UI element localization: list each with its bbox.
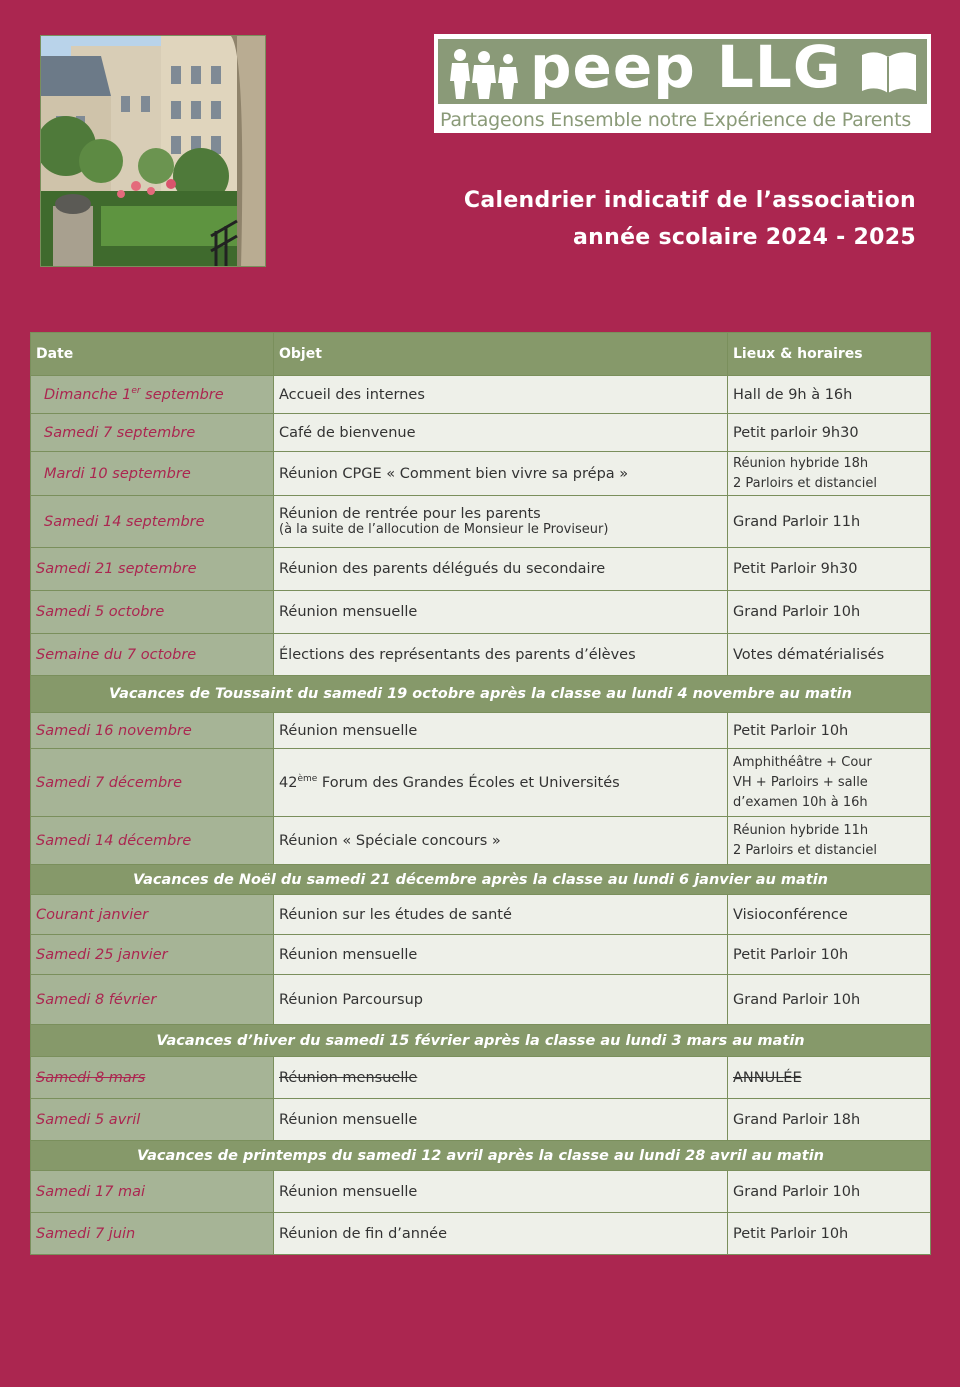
row-objet: Réunion de rentrée pour les parents (à la suite de l’allocution de Monsieur le Proviseur)	[274, 496, 728, 548]
row-date: Samedi 25 janvier	[31, 935, 274, 975]
row-lieux: Amphithéâtre + Cour VH + Parloirs + salle d’examen 10h à 16h	[728, 749, 931, 817]
row-date: Samedi 8 mars	[31, 1057, 274, 1099]
row-lieux: Hall de 9h à 16h	[728, 376, 931, 414]
holiday-band-text: Vacances de Toussaint du samedi 19 octobre après la classe au lundi 4 novembre au matin	[31, 676, 931, 713]
page-title	[464, 182, 916, 256]
row-lieux: Petit Parloir 10h	[728, 935, 931, 975]
row-lieux: Réunion hybride 18h 2 Parloirs et distanciel	[728, 452, 931, 496]
row-date: Samedi 8 février	[31, 975, 274, 1025]
row-objet: Accueil des internes	[274, 376, 728, 414]
row-objet: Café de bienvenue	[274, 414, 728, 452]
row-lieux: Grand Parloir 10h	[728, 591, 931, 634]
row-date: Samedi 7 juin	[31, 1213, 274, 1255]
table-row	[31, 1213, 931, 1255]
table-row	[31, 634, 931, 676]
row-objet: Réunion mensuelle	[274, 713, 728, 749]
row-date: Dimanche 1er septembre	[31, 376, 274, 414]
table-header-row	[31, 333, 931, 376]
table-row	[31, 452, 931, 496]
row-lieux: Grand Parloir 10h	[728, 975, 931, 1025]
row-objet: Réunion de fin d’année	[274, 1213, 728, 1255]
holiday-band-text: Vacances de printemps du samedi 12 avril après la classe au lundi 28 avril au matin	[31, 1141, 931, 1171]
holiday-band	[31, 865, 931, 895]
table-row	[31, 591, 931, 634]
row-objet: Réunion mensuelle	[274, 591, 728, 634]
table-row	[31, 1057, 931, 1099]
holiday-band-text: Vacances d’hiver du samedi 15 février après la classe au lundi 3 mars au matin	[31, 1025, 931, 1057]
row-lieux: Grand Parloir 10h	[728, 1171, 931, 1213]
calendar-table	[30, 332, 931, 1255]
table-row	[31, 975, 931, 1025]
row-lieux: Visioconférence	[728, 895, 931, 935]
table-row	[31, 1099, 931, 1141]
row-lieux: Votes dématérialisés	[728, 634, 931, 676]
table-row	[31, 935, 931, 975]
header-date: Date	[31, 333, 274, 376]
holiday-band	[31, 1025, 931, 1057]
table-row	[31, 817, 931, 865]
row-lieux: Petit Parloir 10h	[728, 713, 931, 749]
row-date: Samedi 5 octobre	[31, 591, 274, 634]
row-lieux: Petit Parloir 9h30	[728, 548, 931, 591]
logo-band	[438, 33, 927, 104]
book-icon	[858, 47, 920, 97]
title-line-2: année scolaire 2024 - 2025	[573, 225, 916, 250]
row-date: Samedi 5 avril	[31, 1099, 274, 1141]
row-objet: Réunion mensuelle	[274, 1099, 728, 1141]
row-objet: Réunion « Spéciale concours »	[274, 817, 728, 865]
table-row	[31, 414, 931, 452]
row-date: Samedi 21 septembre	[31, 548, 274, 591]
table-row	[31, 496, 931, 548]
peep-llg-logo	[434, 34, 931, 133]
row-lieux: Petit Parloir 10h	[728, 1213, 931, 1255]
row-lieux: Grand Parloir 18h	[728, 1099, 931, 1141]
row-date: Samedi 14 décembre	[31, 817, 274, 865]
table-row	[31, 376, 931, 414]
table-row	[31, 749, 931, 817]
row-objet: Élections des représentants des parents d’élèves	[274, 634, 728, 676]
holiday-band	[31, 676, 931, 713]
row-date: Semaine du 7 octobre	[31, 634, 274, 676]
header-objet: Objet	[274, 333, 728, 376]
table-row	[31, 548, 931, 591]
row-date: Samedi 7 septembre	[31, 414, 274, 452]
lycee-courtyard-photo	[40, 35, 266, 267]
table-row	[31, 895, 931, 935]
row-date: Samedi 7 décembre	[31, 749, 274, 817]
holiday-band	[31, 1141, 931, 1171]
row-objet: Réunion mensuelle	[274, 1057, 728, 1099]
row-objet: Réunion CPGE « Comment bien vivre sa prépa »	[274, 452, 728, 496]
row-date: Samedi 17 mai	[31, 1171, 274, 1213]
row-date: Mardi 10 septembre	[31, 452, 274, 496]
row-date: Samedi 16 novembre	[31, 713, 274, 749]
children-icon	[446, 45, 524, 99]
header-lieux: Lieux & horaires	[728, 333, 931, 376]
holiday-band-text: Vacances de Noël du samedi 21 décembre après la classe au lundi 6 janvier au matin	[31, 865, 931, 895]
row-objet: Réunion mensuelle	[274, 1171, 728, 1213]
row-objet: Réunion Parcoursup	[274, 975, 728, 1025]
row-lieux: Réunion hybride 11h 2 Parloirs et distanciel	[728, 817, 931, 865]
row-objet: Réunion mensuelle	[274, 935, 728, 975]
logo-wordmark: peep LLG	[530, 33, 842, 101]
logo-tagline: Partageons Ensemble notre Expérience de Parents	[440, 109, 912, 131]
row-objet: 42ème Forum des Grandes Écoles et Universités	[274, 749, 728, 817]
row-lieux: Grand Parloir 11h	[728, 496, 931, 548]
title-line-1: Calendrier indicatif de l’association	[463, 188, 916, 213]
row-lieux: ANNULÉE	[728, 1057, 931, 1099]
table-row	[31, 1171, 931, 1213]
row-objet: Réunion sur les études de santé	[274, 895, 728, 935]
row-date: Courant janvier	[31, 895, 274, 935]
row-date: Samedi 14 septembre	[31, 496, 274, 548]
row-objet: Réunion des parents délégués du secondaire	[274, 548, 728, 591]
row-lieux: Petit parloir 9h30	[728, 414, 931, 452]
table-row	[31, 713, 931, 749]
